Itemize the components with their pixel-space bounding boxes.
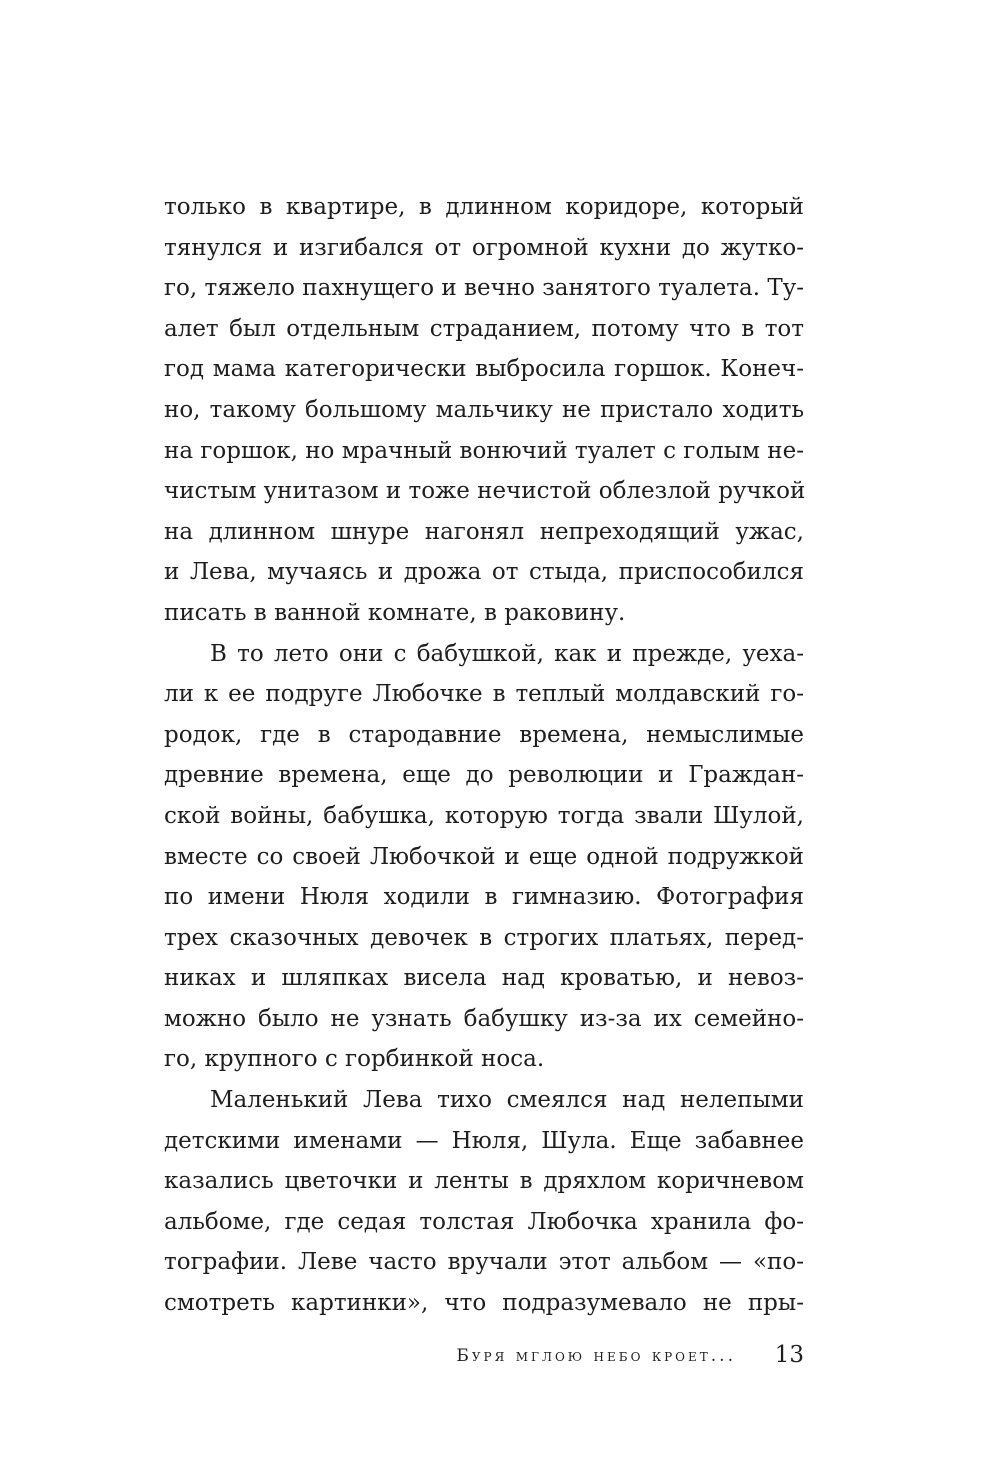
text-line: го, тяжело пахнущего и вечно занятого туалета. Ту- — [164, 275, 805, 302]
text-line: древние времена, еще до революции и Граждан- — [164, 762, 804, 789]
text-line: ли к ее подруге Любочке в теплый молдавский го- — [164, 681, 804, 708]
text-line: казались цветочки и ленты в дряхлом коричневом — [164, 1168, 804, 1195]
text-line: ской войны, бабушка, которую тогда звали Шулой, — [164, 802, 804, 829]
text-line: родок, где в стародавние времена, немыслимые — [164, 721, 804, 748]
running-title: Буря мглою небо кроет... — [456, 1346, 736, 1366]
page-footer — [164, 1340, 804, 1380]
text-line: писать в ванной комнате, в раковину. — [164, 599, 626, 626]
text-line: алет был отдельным страданием, потому что в тот — [164, 315, 804, 342]
text-line: по имени Нюля ходили в гимназию. Фотография — [164, 884, 804, 911]
text-line: тянулся и изгибался от огромной кухни до жутко- — [164, 234, 804, 261]
text-line: только в квартире, в длинном коридоре, который — [164, 194, 804, 220]
text-line: на длинном шнуре нагонял непреходящий ужас, — [164, 518, 804, 545]
text-line: тографии. Леве часто вручали этот альбом — «по- — [164, 1249, 804, 1276]
text-line: В то лето они с бабушкой, как и прежде, уеха- — [210, 640, 804, 667]
text-line: трех сказочных девочек в строгих платьях, перед- — [164, 924, 804, 951]
text-line: на горшок, но мрачный вонючий туалет с голым не- — [164, 437, 804, 464]
text-line: год мама категорически выбросила горшок. Конеч- — [164, 356, 804, 383]
body-text — [164, 187, 804, 1324]
text-line: и Лева, мучаясь и дрожа от стыда, приспособился — [164, 559, 804, 586]
text-line: но, такому большому мальчику не пристало ходить — [164, 396, 804, 423]
text-line: Маленький Лева тихо смеялся над нелепыми — [210, 1087, 804, 1114]
page-number: 13 — [774, 1342, 804, 1368]
text-line: смотреть картинки», что подразумевало не пры- — [164, 1290, 804, 1317]
text-line: вместе со своей Любочкой и еще одной подружкой — [164, 843, 804, 870]
text-line: можно было не узнать бабушку из-за их семейно- — [164, 1005, 804, 1032]
text-line: чистым унитазом и тоже нечистой облезлой ручкой — [164, 478, 806, 505]
text-line: никах и шляпках висела над кроватью, и невоз- — [164, 965, 804, 992]
text-line: альбоме, где седая толстая Любочка хранила фо- — [164, 1208, 804, 1235]
text-line: го, крупного с горбинкой носа. — [164, 1046, 545, 1073]
text-line: детскими именами — Нюля, Шула. Еще забавнее — [164, 1127, 804, 1154]
